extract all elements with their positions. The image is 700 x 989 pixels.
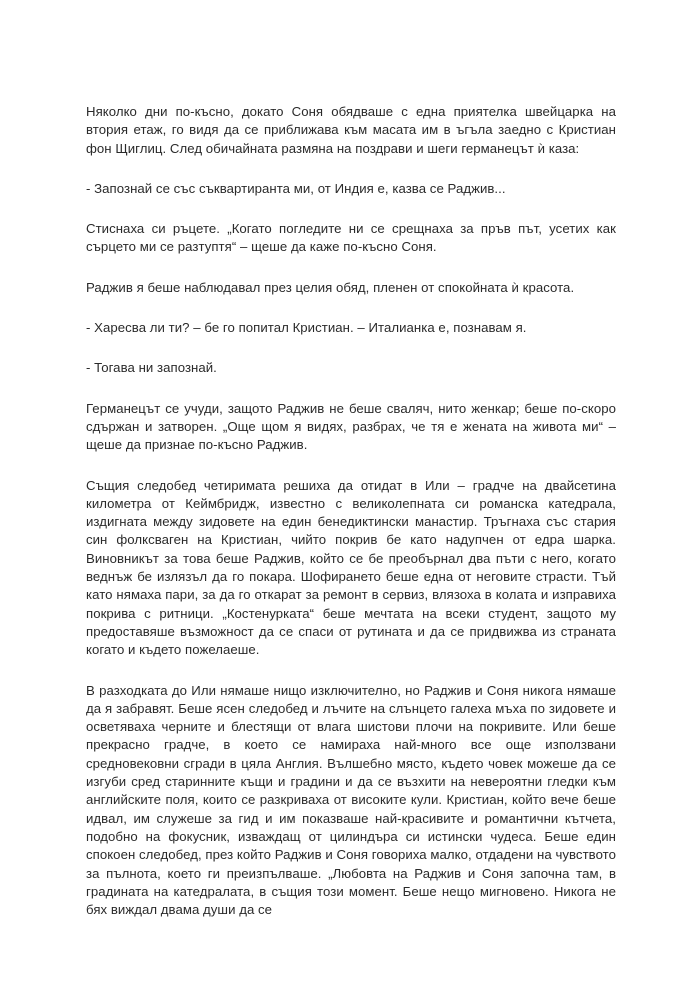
document-page <box>86 103 616 941</box>
paragraph-5-dialogue: - Харесва ли ти? – бе го попитал Кристиан. – Италианка е, познавам я. <box>86 320 527 336</box>
paragraph-3: Стиснаха си ръцете. „Когато погледите ни се срещнаха за пръв път, усетих как сърцето ми се разтуптя“ – щеше да каже по-късно Соня. <box>86 221 616 255</box>
paragraph-2-dialogue: - Запознай се със съквартиранта ми, от Индия е, казва се Раджив... <box>86 180 506 196</box>
paragraph-6-dialogue: - Тогава ни запознай. <box>86 360 217 376</box>
paragraph-4: Раджив я беше наблюдавал през целия обяд, пленен от спокойната ѝ красота. <box>86 279 575 295</box>
paragraph-7: Германецът се учуди, защото Раджив не беше сваляч, нито женкар; беше по-скоро сдържан и затворен. „Още щом я видях, разбрах, че тя е жената на живота ми“ – щеше да признае по-късно Раджив. <box>86 400 616 453</box>
paragraph-8: Същия следобед четиримата решиха да отидат в Или – градче на двайсетина километра от Кеймбридж, известно с великолепната си романска катедрала, издигната между зидовете на един бенедиктински манастир. Тръгнаха със стария син фолксваген на Кристиан, чийто покрив бе като надупчен от едра шарка. Виновникът за това беше Раджив, който се бе преобърнал два пъти с него, когато веднъж бе излязъл да го покара. Шофирането беше една от неговите страсти. Тъй като нямаха пари, за да го откарат за ремонт в сервиз, влязоха в колата и изправиха покрива с ритници. „Костенурката“ беше мечтата на всеки студент, защото му предоставяше възможност да се спаси от рутината и да се придвижва из страната когато и където пожелаеше. <box>86 477 616 658</box>
paragraph-9: В разходката до Или нямаше нищо изключително, но Раджив и Соня никога нямаше да я забравят. Беше ясен следобед и лъчите на слънцето галеха мъха по зидовете и осветяваха черните и блестящи от влага шистови плочи на покривите. Или беше прекрасно градче, в което се намираха най-много все още използвани средновековни сгради в цяла Англия. Вълшебно място, където човек можеше да се изгуби сред старинните къщи и градини и да се възхити на невероятни гледки към английските поля, които се разкриваха от високите кули. Кристиан, който вече беше идвал, им служеше за гид и им показваше най-красивите и романтични кътчета, подобно на фокусник, изваждащ от цилиндъра си истински чудеса. Беше един спокоен следобед, през който Раджив и Соня говориха малко, отдадени на чувството за пълнота, което ги преизпълваше. „Любовта на Раджив и Соня започна там, в градината на катедралата, в същия този момент. Беше нещо мигновено. Никога не бях виждал двама души да се <box>86 682 616 918</box>
paragraph-1: Няколко дни по-късно, докато Соня обядваше с една приятелка швейцарка на втория етаж, го видя да се приближава към масата им в ъгъла заедно с Кристиан фон Щиглиц. След обичайната размяна на поздрави и шеги германецът ѝ каза: <box>86 104 616 156</box>
